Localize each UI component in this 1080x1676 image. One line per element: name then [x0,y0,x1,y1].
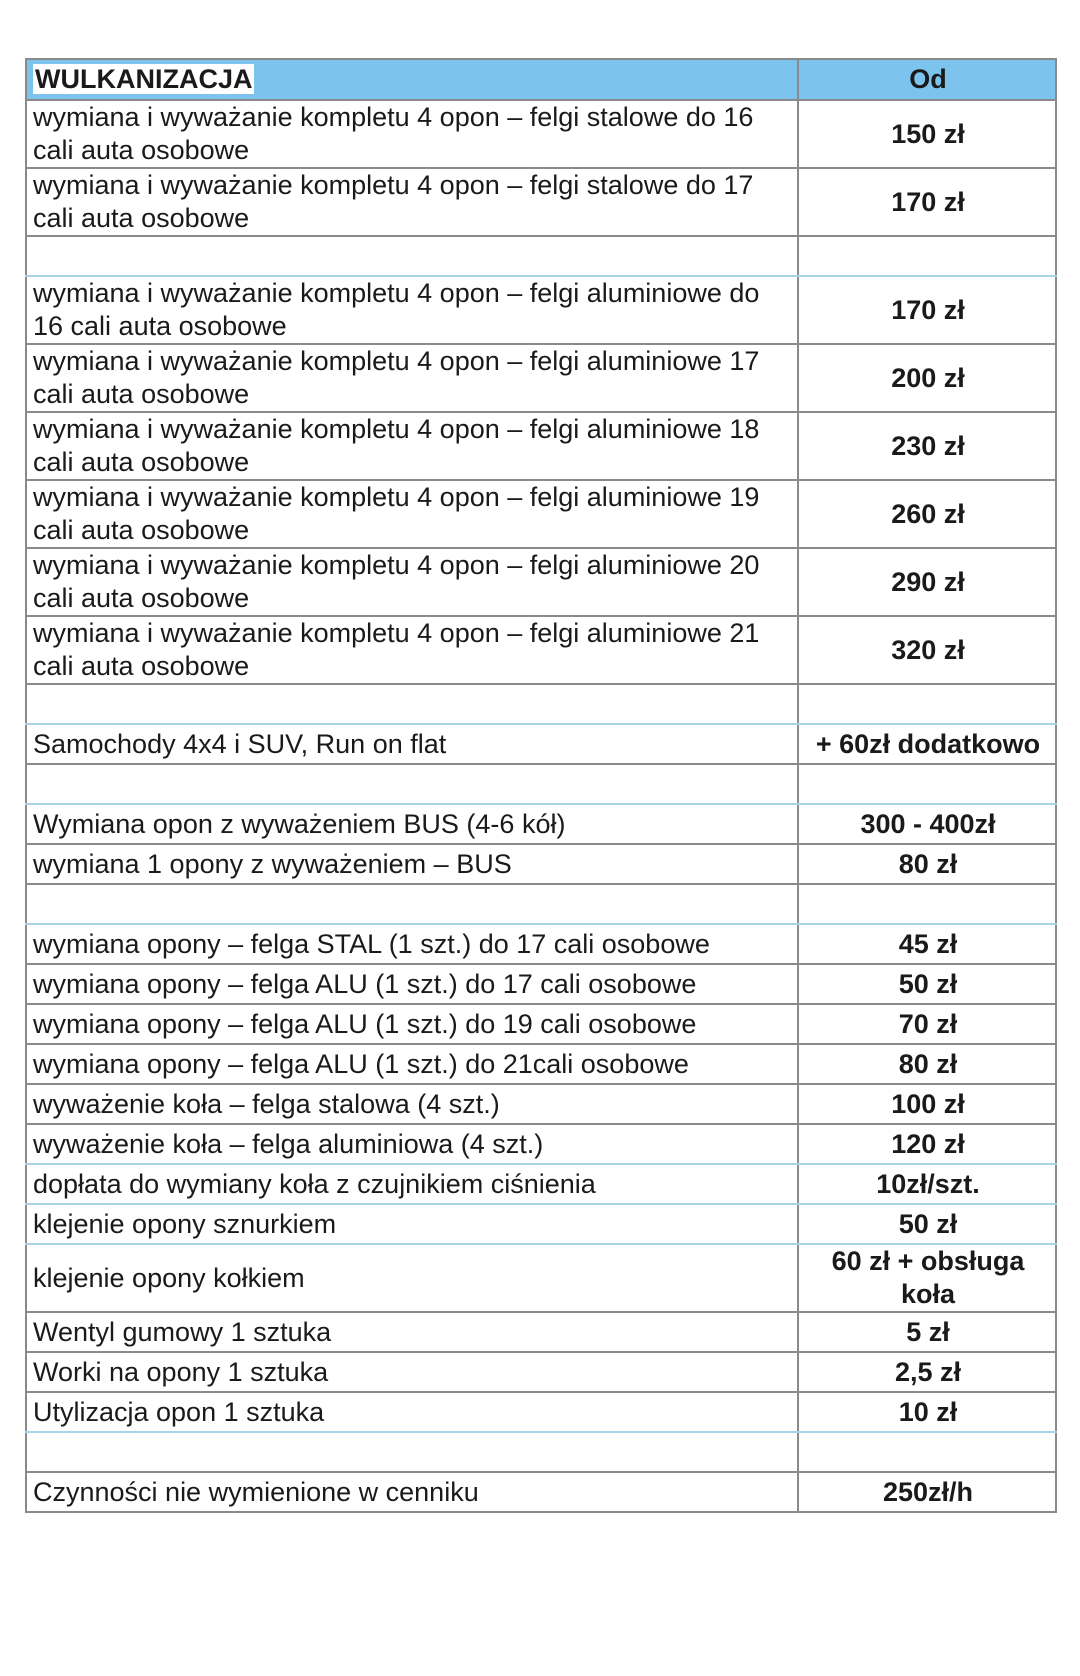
service-price: 300 - 400zł [798,804,1056,844]
table-row-empty [26,884,1056,924]
service-name: wymiana i wyważanie kompletu 4 opon – felgi aluminiowe 20 cali auta osobowe [26,548,798,616]
service-name: wymiana opony – felga ALU (1 szt.) do 21cali osobowe [26,1044,798,1084]
service-price: 2,5 zł [798,1352,1056,1392]
header-service-label: WULKANIZACJA [35,64,253,94]
service-name: wymiana opony – felga ALU (1 szt.) do 17 cali osobowe [26,964,798,1004]
service-price [798,764,1056,804]
service-name: wymiana i wyważanie kompletu 4 opon – felgi stalowe do 17 cali auta osobowe [26,168,798,236]
service-name: klejenie opony sznurkiem [26,1204,798,1244]
service-name: wyważenie koła – felga aluminiowa (4 szt.) [26,1124,798,1164]
table-row [26,1352,1056,1392]
table-row [26,964,1056,1004]
table-row [26,276,1056,344]
service-name [26,884,798,924]
service-price: 80 zł [798,1044,1056,1084]
price-list [25,58,1055,1513]
table-row [26,100,1056,168]
service-name: wymiana i wyważanie kompletu 4 opon – felgi stalowe do 16 cali auta osobowe [26,100,798,168]
service-name: wymiana i wyważanie kompletu 4 opon – felgi aluminiowe do 16 cali auta osobowe [26,276,798,344]
service-price: 60 zł + obsługa koła [798,1244,1056,1312]
service-price [798,884,1056,924]
service-name [26,236,798,276]
table-header-row [26,59,1056,100]
table-row-empty [26,684,1056,724]
service-price: 290 zł [798,548,1056,616]
table-row [26,344,1056,412]
table-row [26,1312,1056,1352]
service-name: klejenie opony kołkiem [26,1244,798,1312]
service-price: 170 zł [798,168,1056,236]
service-name [26,764,798,804]
service-name: wymiana opony – felga STAL (1 szt.) do 17 cali osobowe [26,924,798,964]
header-price-label: Od [798,59,1056,100]
service-name: Czynności nie wymienione w cenniku [26,1472,798,1512]
table-row [26,616,1056,684]
table-row [26,924,1056,964]
service-name: wymiana i wyważanie kompletu 4 opon – felgi aluminiowe 21 cali auta osobowe [26,616,798,684]
service-price [798,236,1056,276]
header-service-cell [26,59,798,100]
service-price [798,1432,1056,1472]
table-row [26,1244,1056,1312]
table-row [26,804,1056,844]
table-row [26,1004,1056,1044]
service-price: 120 zł [798,1124,1056,1164]
service-price: + 60zł dodatkowo [798,724,1056,764]
service-price [798,684,1056,724]
service-name: Worki na opony 1 sztuka [26,1352,798,1392]
service-price: 45 zł [798,924,1056,964]
service-name: dopłata do wymiany koła z czujnikiem ciśnienia [26,1164,798,1204]
service-name: wymiana 1 opony z wyważeniem – BUS [26,844,798,884]
service-price: 200 zł [798,344,1056,412]
service-price: 170 zł [798,276,1056,344]
table-row [26,1084,1056,1124]
service-price: 230 zł [798,412,1056,480]
service-price: 50 zł [798,964,1056,1004]
table-row-empty [26,1432,1056,1472]
service-name: wyważenie koła – felga stalowa (4 szt.) [26,1084,798,1124]
service-name: Wentyl gumowy 1 sztuka [26,1312,798,1352]
service-name: Wymiana opon z wyważeniem BUS (4-6 kół) [26,804,798,844]
table-row [26,1164,1056,1204]
service-price: 5 zł [798,1312,1056,1352]
service-name: Utylizacja opon 1 sztuka [26,1392,798,1432]
table-row [26,1392,1056,1432]
table-row [26,844,1056,884]
table-row-empty [26,236,1056,276]
service-name: wymiana opony – felga ALU (1 szt.) do 19 cali osobowe [26,1004,798,1044]
table-row [26,480,1056,548]
table-row [26,1124,1056,1164]
table-row [26,548,1056,616]
service-price: 150 zł [798,100,1056,168]
service-name: wymiana i wyważanie kompletu 4 opon – felgi aluminiowe 18 cali auta osobowe [26,412,798,480]
service-price: 50 zł [798,1204,1056,1244]
service-price: 320 zł [798,616,1056,684]
service-price: 10zł/szt. [798,1164,1056,1204]
service-name [26,1432,798,1472]
table-row [26,724,1056,764]
table-row [26,412,1056,480]
table-row-empty [26,764,1056,804]
service-price: 80 zł [798,844,1056,884]
price-table [25,58,1057,1513]
table-row [26,168,1056,236]
service-price: 260 zł [798,480,1056,548]
service-price: 100 zł [798,1084,1056,1124]
service-name: wymiana i wyważanie kompletu 4 opon – felgi aluminiowe 19 cali auta osobowe [26,480,798,548]
table-row [26,1472,1056,1512]
service-price: 250zł/h [798,1472,1056,1512]
service-price: 10 zł [798,1392,1056,1432]
service-name: wymiana i wyważanie kompletu 4 opon – felgi aluminiowe 17 cali auta osobowe [26,344,798,412]
service-price: 70 zł [798,1004,1056,1044]
table-row [26,1044,1056,1084]
service-name [26,684,798,724]
table-row [26,1204,1056,1244]
service-name: Samochody 4x4 i SUV, Run on flat [26,724,798,764]
